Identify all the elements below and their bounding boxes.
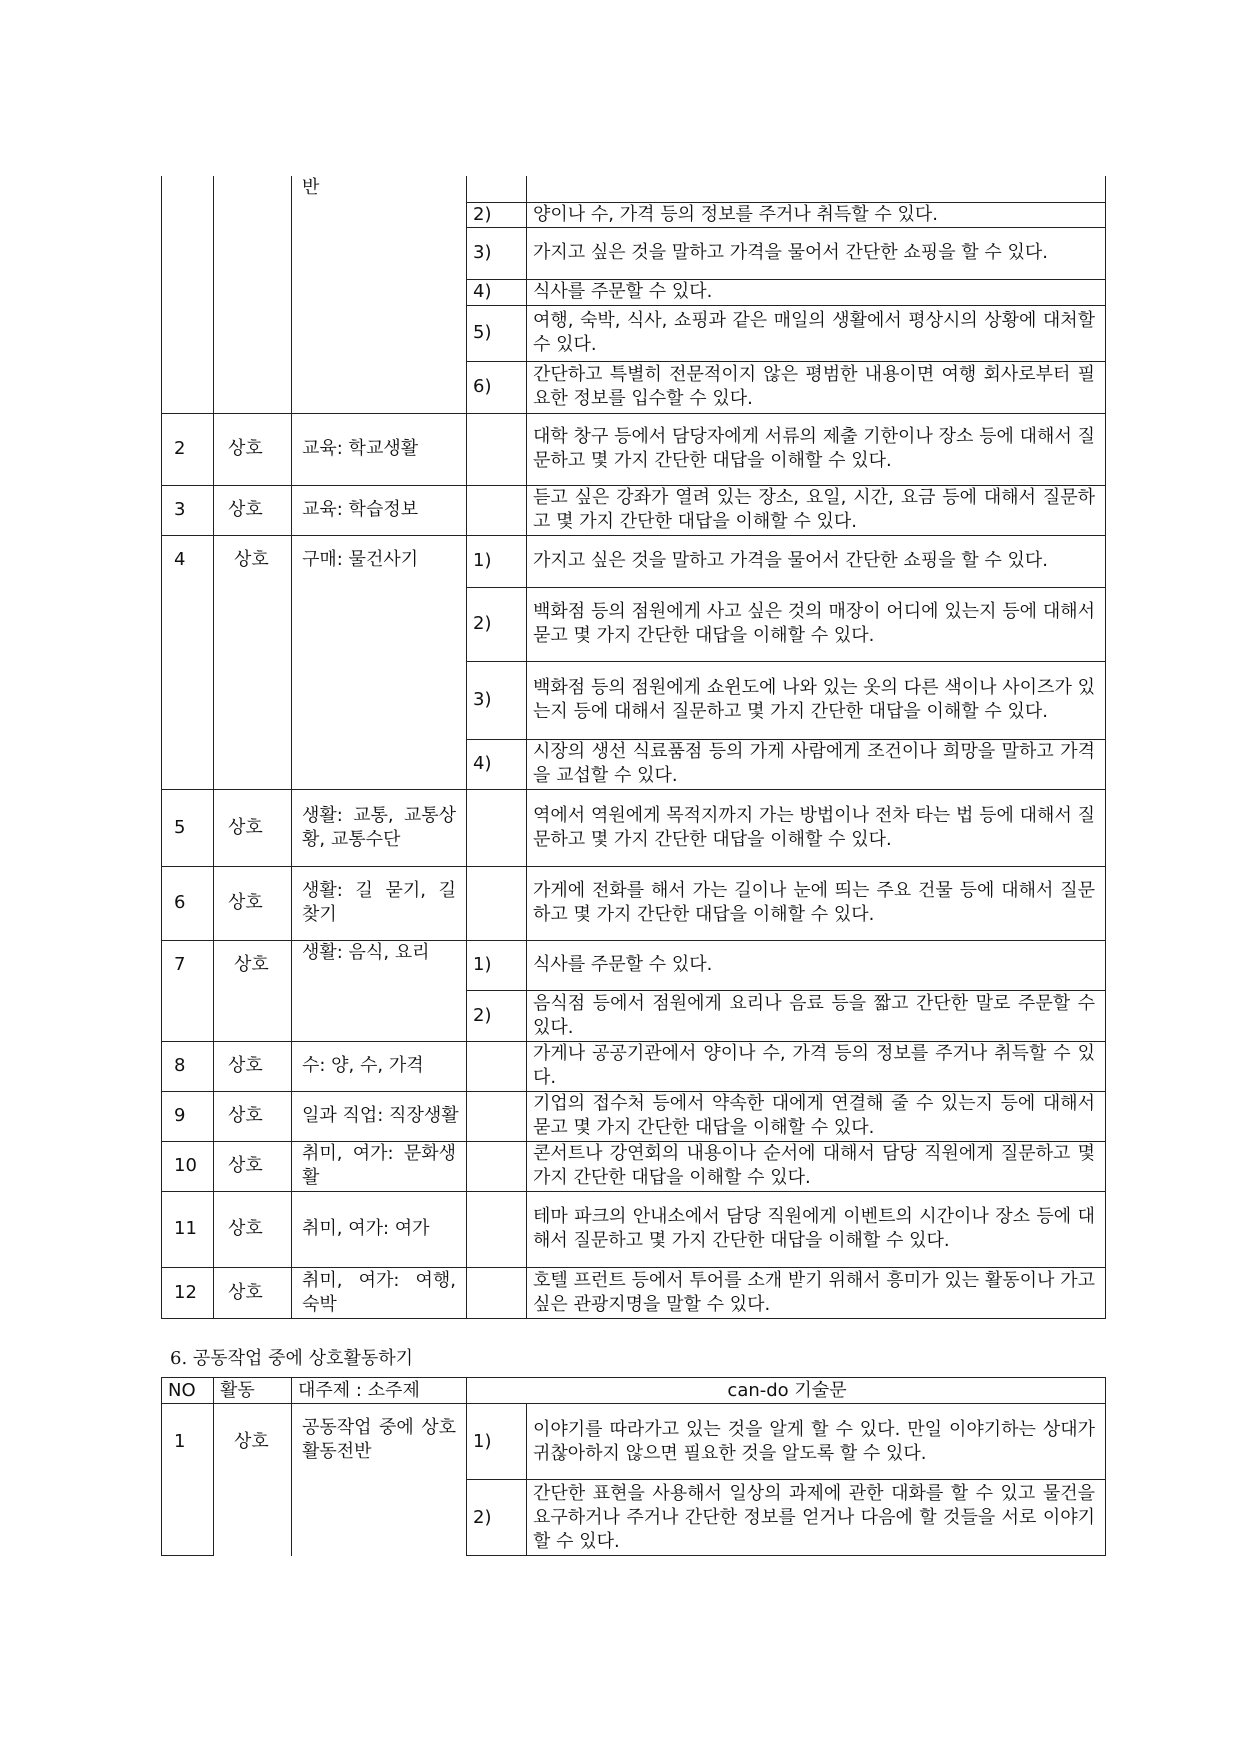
can-do-text: 역에서 역원에게 목적지까지 가는 방법이나 전차 타는 법 등에 대해서 질문하고 몇 가지 간단한 대답을 이해할 수 있다. (527, 789, 1106, 866)
header-can-do: can-do 기술문 (467, 1378, 1106, 1404)
table-row (162, 1191, 1106, 1267)
table-row (162, 866, 1106, 940)
topic-cell: 교육: 학습정보 (292, 485, 467, 535)
sub-number (467, 413, 527, 485)
activity-cell: 상호 (214, 1267, 292, 1318)
topic-cell: 일과 직업: 직장생활 (292, 1091, 467, 1141)
activity-cell: 상호 (214, 1191, 292, 1267)
row-number: 10 (162, 1141, 214, 1191)
can-do-text: 식사를 주문할 수 있다. (527, 940, 1106, 990)
table-row (162, 485, 1106, 535)
topic-cell: 취미, 여가: 여가 (292, 1191, 467, 1267)
can-do-table-continued (161, 176, 1106, 1319)
can-do-text: 테마 파크의 안내소에서 담당 직원에게 이벤트의 시간이나 장소 등에 대해서 질문하고 몇 가지 간단한 대답을 이해할 수 있다. (527, 1191, 1106, 1267)
sub-number: 4) (467, 279, 527, 305)
topic-cell: 반 (292, 176, 467, 413)
table-row (162, 1041, 1106, 1091)
can-do-text: 식사를 주문할 수 있다. (527, 279, 1106, 305)
topic-cell: 공동작업 중에 상호활동전반 (292, 1404, 467, 1556)
section-title: 6. 공동작업 중에 상호활동하기 (170, 1348, 413, 1369)
can-do-text: 호텔 프런트 등에서 투어를 소개 받기 위해서 흥미가 있는 활동이나 가고 싶은 관광지명을 말할 수 있다. (527, 1267, 1106, 1318)
sub-number: 2) (467, 587, 527, 661)
sub-number (467, 1191, 527, 1267)
can-do-text: 가게나 공공기관에서 양이나 수, 가격 등의 정보를 주거나 취득할 수 있다. (527, 1041, 1106, 1091)
table-row (162, 1404, 1106, 1480)
sub-number (467, 866, 527, 940)
can-do-text: 양이나 수, 가격 등의 정보를 주거나 취득할 수 있다. (527, 202, 1106, 227)
can-do-text: 콘서트나 강연회의 내용이나 순서에 대해서 담당 직원에게 질문하고 몇 가지 간단한 대답을 이해할 수 있다. (527, 1141, 1106, 1191)
table-row (162, 789, 1106, 866)
sub-number: 5) (467, 305, 527, 361)
sub-number (467, 1091, 527, 1141)
table-row (162, 176, 1106, 202)
topic-cell: 교육: 학교생활 (292, 413, 467, 485)
activity-cell: 상호 (214, 940, 292, 1041)
header-topic: 대주제 : 소주제 (292, 1378, 467, 1404)
row-number: 7 (162, 940, 214, 1041)
topic-cell: 생활: 교통, 교통상황, 교통수단 (292, 789, 467, 866)
row-number: 4 (162, 535, 214, 789)
sub-number (467, 789, 527, 866)
can-do-text (527, 176, 1106, 202)
can-do-text: 가게에 전화를 해서 가는 길이나 눈에 띄는 주요 건물 등에 대해서 질문하고 몇 가지 간단한 대답을 이해할 수 있다. (527, 866, 1106, 940)
can-do-text: 대학 창구 등에서 담당자에게 서류의 제출 기한이나 장소 등에 대해서 질문하고 몇 가지 간단한 대답을 이해할 수 있다. (527, 413, 1106, 485)
table-row (162, 535, 1106, 587)
can-do-text: 여행, 숙박, 식사, 쇼핑과 같은 매일의 생활에서 평상시의 상황에 대처할 수 있다. (527, 305, 1106, 361)
can-do-text: 간단하고 특별히 전문적이지 않은 평범한 내용이면 여행 회사로부터 필요한 정보를 입수할 수 있다. (527, 361, 1106, 413)
row-number: 9 (162, 1091, 214, 1141)
topic-cell: 취미, 여가: 여행, 숙박 (292, 1267, 467, 1318)
header-activity: 활동 (214, 1378, 292, 1404)
sub-number: 1) (467, 1404, 527, 1480)
topic-cell: 생활: 음식, 요리 (292, 940, 467, 1041)
activity-cell: 상호 (214, 789, 292, 866)
can-do-text: 기업의 접수처 등에서 약속한 대에게 연결해 줄 수 있는지 등에 대해서 묻고 몇 가지 간단한 대답을 이해할 수 있다. (527, 1091, 1106, 1141)
can-do-text: 음식점 등에서 점원에게 요리나 음료 등을 짧고 간단한 말로 주문할 수 있다. (527, 990, 1106, 1041)
sub-number: 2) (467, 1480, 527, 1556)
row-number: 2 (162, 413, 214, 485)
sub-number: 4) (467, 739, 527, 789)
sub-number (467, 485, 527, 535)
row-number: 12 (162, 1267, 214, 1318)
topic-cell: 취미, 여가: 문화생활 (292, 1141, 467, 1191)
activity-cell (214, 176, 292, 413)
sub-number: 1) (467, 535, 527, 587)
sub-number: 3) (467, 661, 527, 739)
table-row (162, 1091, 1106, 1141)
can-do-text: 가지고 싶은 것을 말하고 가격을 물어서 간단한 쇼핑을 할 수 있다. (527, 535, 1106, 587)
can-do-text: 가지고 싶은 것을 말하고 가격을 물어서 간단한 쇼핑을 할 수 있다. (527, 227, 1106, 279)
can-do-text: 백화점 등의 점원에게 쇼윈도에 나와 있는 옷의 다른 색이나 사이즈가 있는지 등에 대해서 질문하고 몇 가지 간단한 대답을 이해할 수 있다. (527, 661, 1106, 739)
row-number: 6 (162, 866, 214, 940)
activity-cell: 상호 (214, 1041, 292, 1091)
sub-number (467, 176, 527, 202)
table-row (162, 940, 1106, 990)
row-number (162, 176, 214, 413)
can-do-table-section6 (161, 1377, 1106, 1556)
sub-number (467, 1041, 527, 1091)
table-row (162, 413, 1106, 485)
row-number: 8 (162, 1041, 214, 1091)
can-do-text: 듣고 싶은 강좌가 열려 있는 장소, 요일, 시간, 요금 등에 대해서 질문하고 몇 가지 간단한 대답을 이해할 수 있다. (527, 485, 1106, 535)
activity-cell: 상호 (214, 485, 292, 535)
sub-number (467, 1141, 527, 1191)
header-no: NO (162, 1378, 214, 1404)
sub-number: 6) (467, 361, 527, 413)
activity-cell: 상호 (214, 1141, 292, 1191)
row-number: 5 (162, 789, 214, 866)
row-number: 3 (162, 485, 214, 535)
topic-cell: 생활: 길 묻기, 길 찾기 (292, 866, 467, 940)
sub-number: 2) (467, 990, 527, 1041)
sub-number: 1) (467, 940, 527, 990)
table-row (162, 1267, 1106, 1318)
sub-number (467, 1267, 527, 1318)
can-do-text: 시장의 생선 식료품점 등의 가게 사람에게 조건이나 희망을 말하고 가격을 교섭할 수 있다. (527, 739, 1106, 789)
table-header-row (162, 1378, 1106, 1404)
table-row (162, 1141, 1106, 1191)
row-number: 1 (162, 1404, 214, 1556)
can-do-text: 간단한 표현을 사용해서 일상의 과제에 관한 대화를 할 수 있고 물건을 요구하거나 주거나 간단한 정보를 얻거나 다음에 할 것들을 서로 이야기할 수 있다. (527, 1480, 1106, 1556)
activity-cell: 상호 (214, 413, 292, 485)
topic-cell: 수: 양, 수, 가격 (292, 1041, 467, 1091)
sub-number: 2) (467, 202, 527, 227)
activity-cell: 상호 (214, 1404, 292, 1556)
activity-cell: 상호 (214, 535, 292, 789)
activity-cell: 상호 (214, 1091, 292, 1141)
topic-cell: 구매: 물건사기 (292, 535, 467, 789)
sub-number: 3) (467, 227, 527, 279)
can-do-text: 이야기를 따라가고 있는 것을 알게 할 수 있다. 만일 이야기하는 상대가 귀찮아하지 않으면 필요한 것을 알도록 할 수 있다. (527, 1404, 1106, 1480)
row-number: 11 (162, 1191, 214, 1267)
can-do-text: 백화점 등의 점원에게 사고 싶은 것의 매장이 어디에 있는지 등에 대해서 묻고 몇 가지 간단한 대답을 이해할 수 있다. (527, 587, 1106, 661)
activity-cell: 상호 (214, 866, 292, 940)
